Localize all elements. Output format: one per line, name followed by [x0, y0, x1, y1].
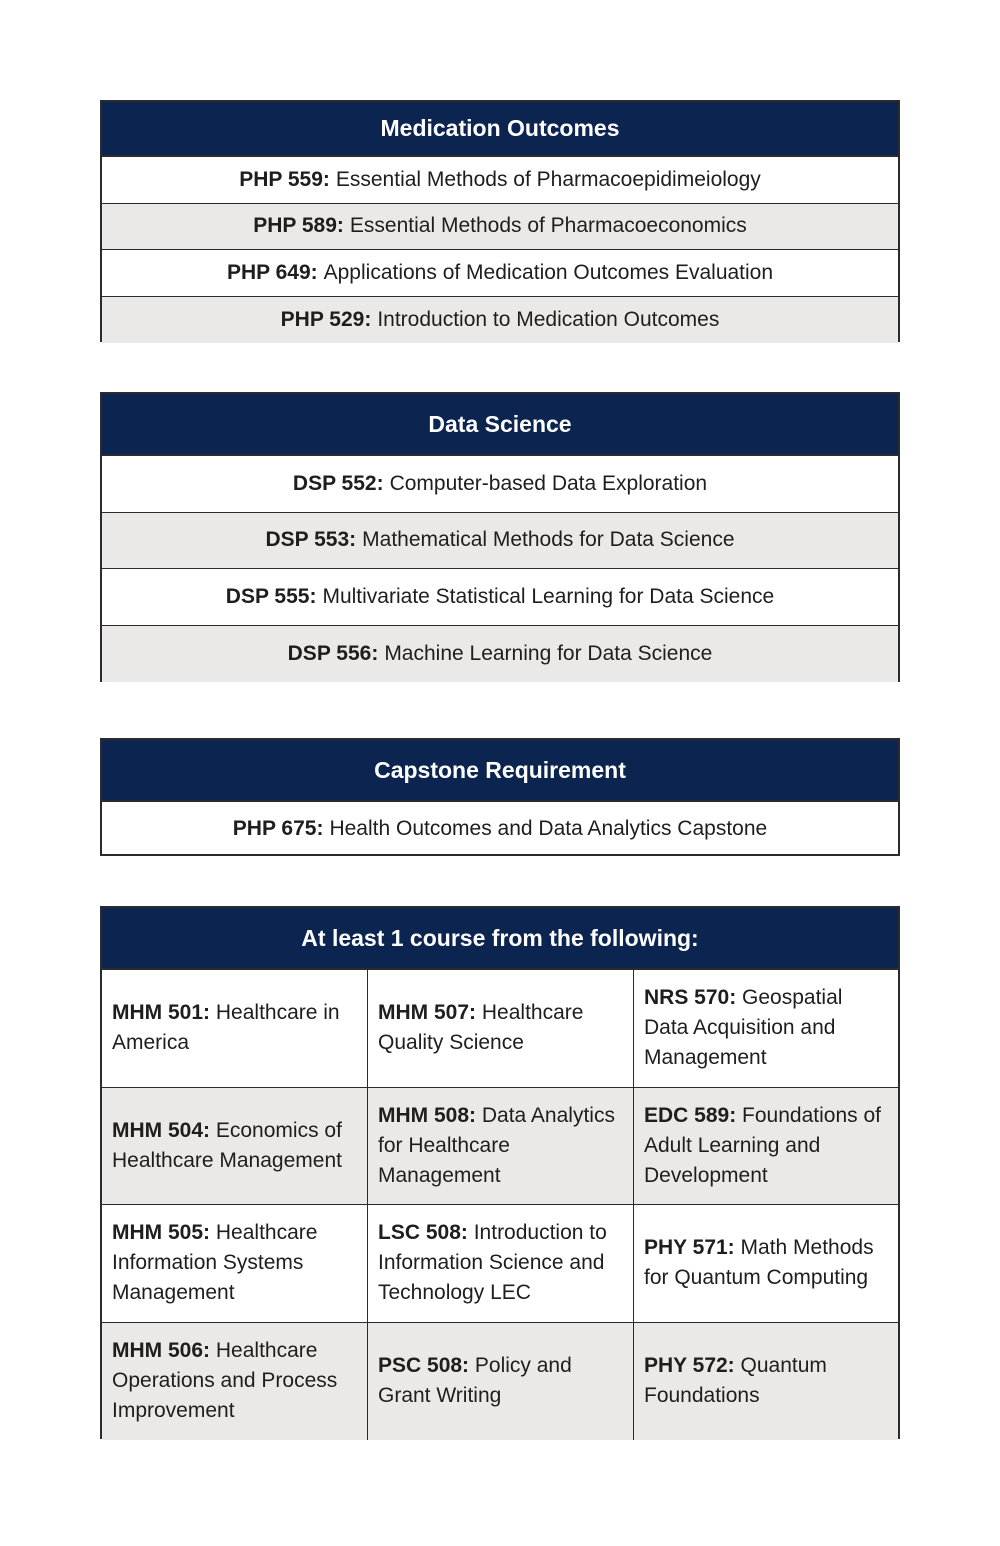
course-name: Data Analytics for Healthcare Management: [378, 1103, 615, 1187]
course-code: MHM 507:: [378, 1001, 477, 1025]
table-title: Medication Outcomes: [102, 102, 898, 157]
course-code: PHP 649:: [226, 260, 318, 284]
course-cell: [634, 1088, 898, 1206]
course-code: PHP 675:: [232, 817, 324, 840]
course-name: Computer-based Data Exploration: [389, 471, 708, 495]
course-code: DSP 553:: [265, 528, 357, 552]
course-name: Geospatial Data Acquisition and Management: [644, 986, 843, 1070]
course-cell: [102, 1088, 368, 1206]
course-row: [102, 626, 898, 683]
course-row: [102, 204, 898, 251]
course-row: [102, 802, 898, 856]
course-code: DSP 555:: [225, 584, 317, 608]
course-cell: [102, 1323, 368, 1441]
capstone-table: [100, 738, 900, 856]
course-name: Essential Methods of Pharmacoeconomics: [349, 214, 747, 238]
electives-table: [100, 906, 900, 1439]
course-code: MHM 505:: [112, 1221, 211, 1245]
course-code: EDC 589:: [644, 1103, 737, 1127]
course-row: [102, 513, 898, 570]
course-cell: [634, 1323, 898, 1441]
course-cell: [368, 970, 634, 1088]
course-code: LSC 508:: [378, 1221, 468, 1245]
course-cell: [634, 1205, 898, 1323]
course-name: Health Outcomes and Data Analytics Capstone: [329, 817, 768, 840]
course-cell: [634, 970, 898, 1088]
course-code: DSP 556:: [287, 641, 379, 665]
table-title: At least 1 course from the following:: [102, 908, 898, 970]
course-code: MHM 504:: [112, 1118, 211, 1142]
course-code: MHM 501:: [112, 1001, 211, 1025]
table-title: Capstone Requirement: [102, 740, 898, 802]
course-row: [102, 297, 898, 344]
course-cell: [102, 1205, 368, 1323]
course-row: [102, 157, 898, 204]
course-name: Economics of Healthcare Management: [112, 1118, 342, 1172]
course-name: Policy and Grant Writing: [378, 1354, 572, 1408]
course-code: PHP 589:: [253, 214, 344, 238]
course-name: Machine Learning for Data Science: [384, 641, 713, 665]
course-code: PHP 559:: [239, 167, 330, 191]
course-name: Healthcare Quality Science: [378, 1001, 584, 1055]
course-code: MHM 508:: [378, 1103, 477, 1127]
course-name: Healthcare in America: [112, 1001, 340, 1055]
course-name: Quantum Foundations: [644, 1354, 827, 1408]
course-code: MHM 506:: [112, 1339, 211, 1363]
table-title: Data Science: [102, 394, 898, 456]
course-name: Math Methods for Quantum Computing: [644, 1236, 874, 1290]
course-name: Multivariate Statistical Learning for Data Science: [322, 584, 775, 608]
course-row: [102, 250, 898, 297]
course-name: Healthcare Information Systems Management: [112, 1221, 318, 1305]
course-name: Healthcare Operations and Process Improvement: [112, 1339, 338, 1423]
course-name: Applications of Medication Outcomes Evaluation: [323, 260, 774, 284]
course-name: Introduction to Medication Outcomes: [377, 307, 720, 331]
course-cell: [368, 1205, 634, 1323]
course-cell: [368, 1323, 634, 1441]
course-code: PHY 572:: [644, 1354, 735, 1378]
course-row: [102, 569, 898, 626]
course-name: Introduction to Information Science and Technology LEC: [378, 1221, 607, 1305]
medication-outcomes-table: [100, 100, 900, 342]
course-code: PHY 571:: [644, 1236, 735, 1260]
course-code: PSC 508:: [378, 1354, 470, 1378]
electives-grid: [102, 970, 898, 1440]
course-code: NRS 570:: [644, 986, 737, 1010]
course-name: Foundations of Adult Learning and Development: [644, 1103, 881, 1187]
course-name: Mathematical Methods for Data Science: [362, 528, 735, 552]
course-code: DSP 552:: [292, 471, 384, 495]
course-cell: [102, 970, 368, 1088]
data-science-table: [100, 392, 900, 682]
course-row: [102, 456, 898, 513]
course-code: PHP 529:: [280, 307, 372, 331]
course-name: Essential Methods of Pharmacoepidimeiology: [335, 167, 761, 191]
course-cell: [368, 1088, 634, 1206]
